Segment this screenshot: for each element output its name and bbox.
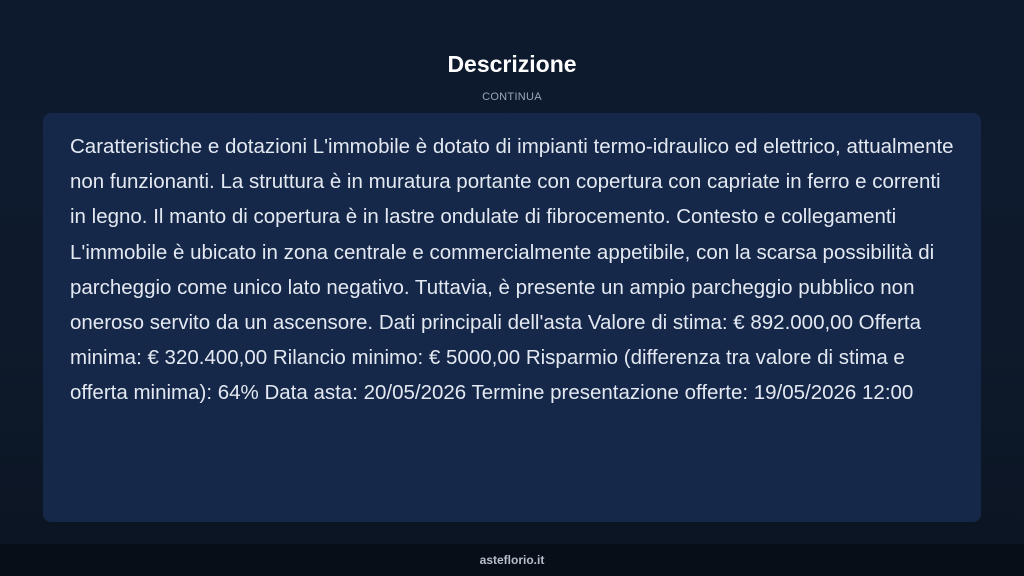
footer-site-label: asteflorio.it [479,553,545,567]
footer-bar [0,544,1024,576]
description-text: Caratteristiche e dotazioni L'immobile è dotato di impianti termo-idraulico ed elettrico, attualmente non funzionanti. La struttura è in muratura portante con copertura con capriate in ferro e correnti in legno. Il manto di copertura è in lastre ondulate di fibrocemento. Contesto e collegamenti L'immobile è ubicato in zona centrale e commercialmente appetibile, con la scarsa possibilità di parcheggio come unico lato negativo. Tuttavia, è presente un ampio parcheggio pubblico non oneroso servito da un ascensore. Dati principali dell'asta Valore di stima: € 892.000,00 Offerta minima: € 320.400,00 Rilancio minimo: € 5000,00 Risparmio (differenza tra valore di stima e offerta minima): 64% Data asta: 20/05/2026 Termine presentazione offerte: 19/05/2026 12:00 [70,135,954,405]
description-card [43,113,981,522]
page-subtitle: CONTINUA [482,91,542,103]
page-title: Descrizione [447,51,577,77]
